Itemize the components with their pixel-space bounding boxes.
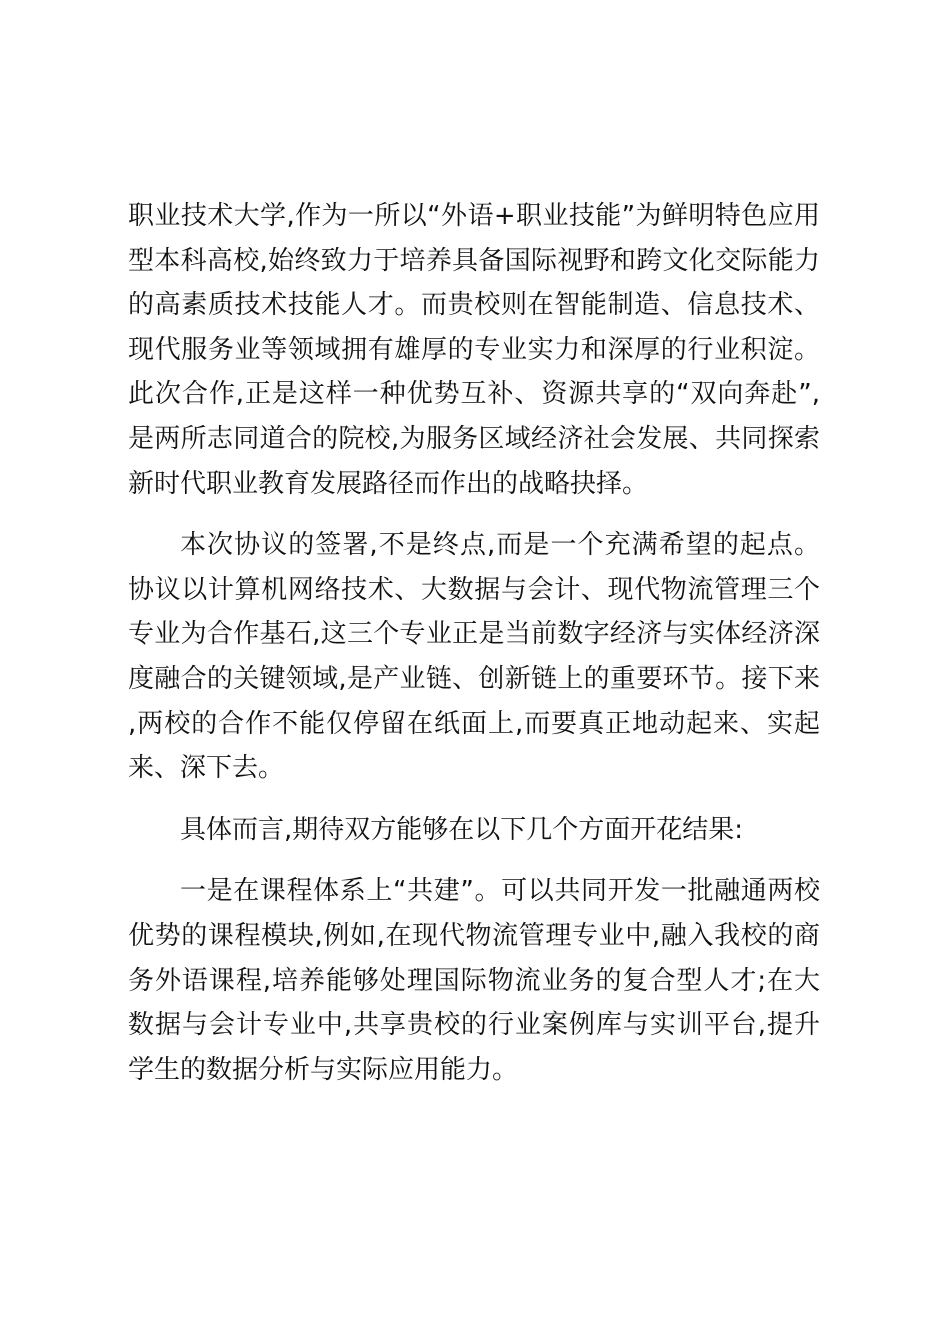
document-body bbox=[128, 194, 820, 1109]
paragraph-continuation: 职业技术大学,作为一所以“外语+职业技能”为鲜明特色应用型本科高校,始终致力于培养具备国际视野和跨文化交际能力的高素质技术技能人才。而贵校则在智能制造、信息技术、现代服务业等领域拥有雄厚的专业实力和深厚的行业积淀。此次合作,正是这样一种优势互补、资源共享的“双向奔赴”,是两所志同道合的院校,为服务区域经济社会发展、共同探索新时代职业教育发展路径而作出的战略抉择。 bbox=[128, 201, 820, 499]
paragraph-expectations: 具体而言,期待双方能够在以下几个方面开花结果: bbox=[180, 814, 744, 845]
paragraph-curriculum: 一是在课程体系上“共建”。可以共同开发一批融通两校优势的课程模块,例如,在现代物流管理专业中,融入我校的商务外语课程,培养能够处理国际物流业务的复合型人才;在大数据与会计专业中,共享贵校的行业案例库与实训平台,提升学生的数据分析与实际应用能力。 bbox=[128, 876, 820, 1085]
paragraph-agreement: 本次协议的签署,不是终点,而是一个充满希望的起点。协议以计算机网络技术、大数据与会计、现代物流管理三个专业为合作基石,这三个专业正是当前数字经济与实体经济深度融合的关键领域,是产业链、创新链上的重要环节。接下来,两校的合作不能仅停留在纸面上,而要真正地动起来、实起来、深下去。 bbox=[128, 530, 820, 784]
